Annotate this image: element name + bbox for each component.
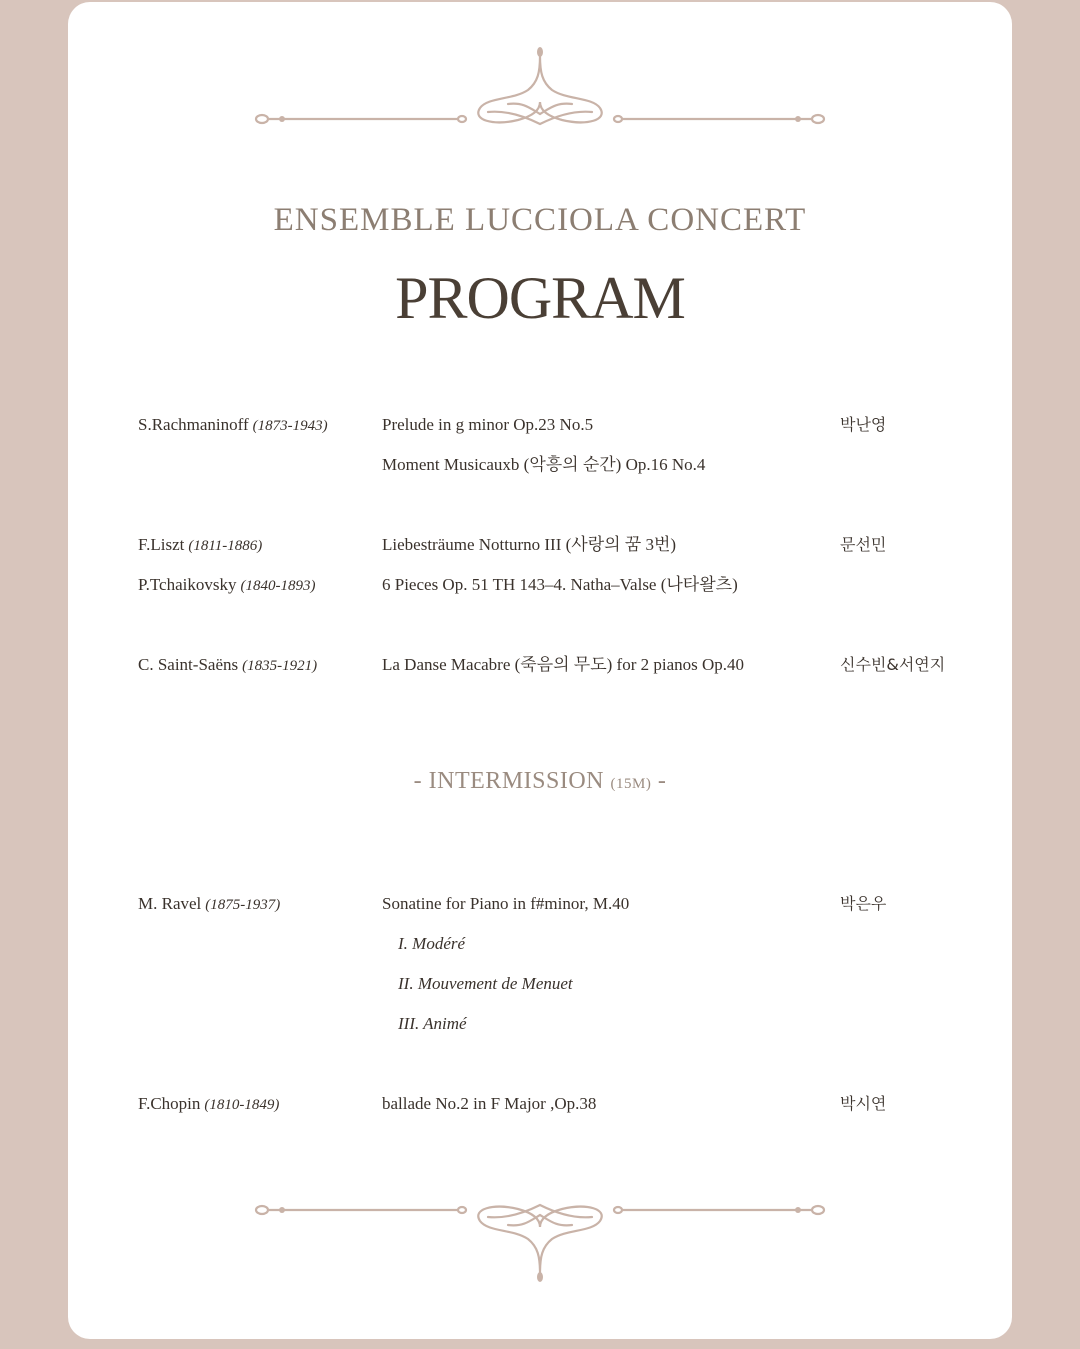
intermission-label: - INTERMISSION (15M) - — [413, 768, 667, 794]
composer: P.Tchaikovsky (1840-1893) — [138, 575, 316, 594]
composer: M. Ravel (1875-1937) — [138, 894, 281, 913]
composer: F.Liszt (1811-1886) — [138, 535, 263, 554]
top-ornament — [68, 42, 1012, 132]
composer: C. Saint-Saëns (1835-1921) — [138, 655, 318, 674]
performer: 문선민 — [840, 535, 887, 554]
bottom-ornament — [68, 1197, 1012, 1287]
program-card — [68, 2, 1012, 1339]
performer: 박은우 — [840, 894, 887, 913]
work-title: ballade No.2 in F Major ,Op.38 — [382, 1094, 597, 1113]
work-title: La Danse Macabre (죽음의 무도) for 2 pianos Op.40 — [382, 655, 745, 674]
work-title: Liebesträume Notturno III (사랑의 꿈 3번) — [382, 535, 677, 554]
movement: III. Animé — [398, 1014, 467, 1033]
page-title: PROGRAM — [395, 265, 685, 331]
composer: S.Rachmaninoff (1873-1943) — [138, 415, 328, 434]
composer: F.Chopin (1810-1849) — [138, 1094, 280, 1113]
performer: 신수빈&서연지 — [840, 655, 946, 674]
work-title: Moment Musicauxb (악흥의 순간) Op.16 No.4 — [382, 455, 706, 474]
movement: II. Mouvement de Menuet — [398, 974, 573, 993]
movement: I. Modéré — [398, 934, 466, 953]
performer: 박시연 — [840, 1094, 887, 1113]
work-title: 6 Pieces Op. 51 TH 143–4. Natha–Valse (나타왈츠) — [382, 575, 738, 594]
work-title: Prelude in g minor Op.23 No.5 — [382, 415, 594, 434]
work-title: Sonatine for Piano in f#minor, M.40 — [382, 894, 630, 913]
performer: 박난영 — [840, 415, 887, 434]
concert-subtitle: ENSEMBLE LUCCIOLA CONCERT — [273, 202, 807, 238]
